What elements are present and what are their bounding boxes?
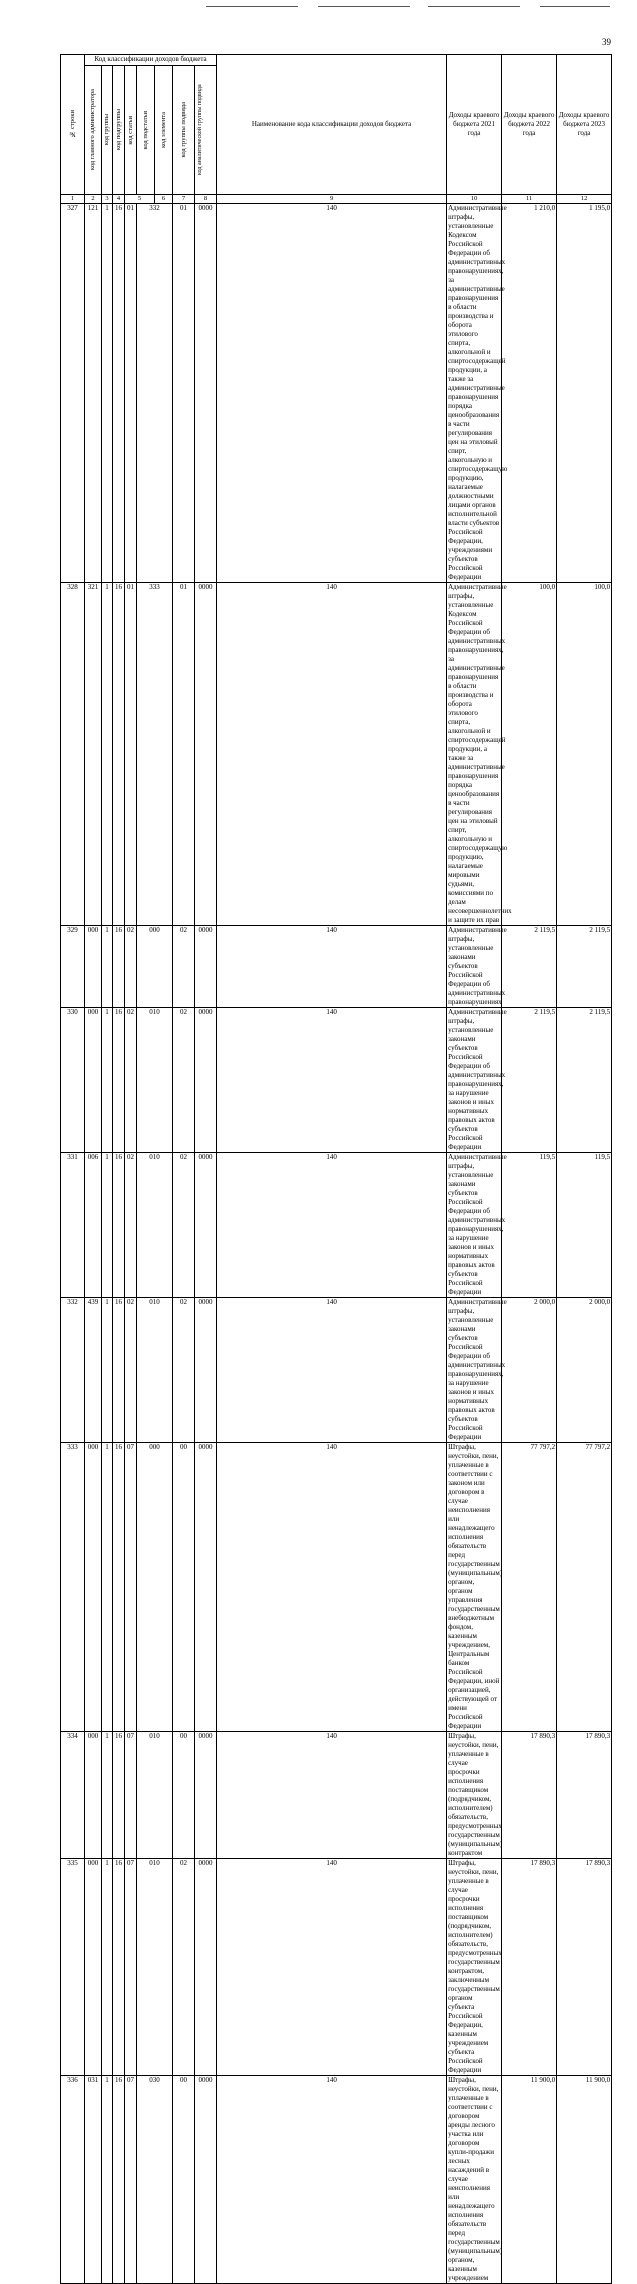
row-number-cell: 329: [61, 926, 85, 1008]
name-cell: Административные штрафы, установленные законами субъектов Российской Федерации об административных правонарушениях, за нарушение законов и иных нормативных правовых актов субъектов Российской Федерации: [448, 1153, 507, 1296]
table-row: [61, 204, 612, 583]
element-code-cell: 00: [173, 2076, 195, 2284]
sum-2022-cell: 100,0: [557, 583, 612, 926]
subarticle-code-cell: 010: [137, 1859, 173, 2076]
row-number-cell: 333: [61, 1443, 85, 1732]
element-code-cell: 02: [173, 926, 195, 1008]
subtype-group-code-cell: 0000: [195, 1008, 217, 1153]
col-number: 4: [113, 195, 125, 204]
subgroup-code-cell: 16: [113, 1153, 125, 1298]
subtype-group-code-cell: 0000: [195, 1153, 217, 1298]
name-cell: Штрафы, неустойки, пени, уплаченные в случае просрочки исполнения поставщиком (подрядчиком, исполнителем) обязательств, предусмотренных государственным контрактом, заключенным государственным органом субъекта Российской Федерации, казенным учреждением субъекта Российской Федерации: [448, 1859, 502, 2074]
sum-2021-cell: 11 900,0: [502, 2076, 557, 2284]
name-cell: Административные штрафы, установленные законами субъектов Российской Федерации об административных правонарушениях: [448, 926, 507, 1006]
group-code-cell: 1: [102, 2076, 113, 2284]
article-code-cell: 07: [125, 2076, 137, 2284]
subarticle-code-cell: 010: [137, 1153, 173, 1298]
sum-2021-cell: 77 797,2: [502, 1443, 557, 1732]
top-rule: [206, 6, 298, 7]
subgroup-code-cell: 16: [113, 204, 125, 583]
admin-code-cell: 000: [85, 926, 102, 1008]
table-row: [61, 1153, 612, 1298]
analytic-code-cell: 140: [217, 926, 447, 1008]
group-code-cell: 1: [102, 583, 113, 926]
analytic-code-cell: 140: [217, 1298, 447, 1443]
header-code-group: Код классификации доходов бюджета: [85, 55, 217, 66]
subgroup-code-cell: 16: [113, 2076, 125, 2284]
sum-2021-cell: 17 890,3: [502, 1732, 557, 1859]
col-number: 5: [125, 195, 155, 204]
subgroup-code-cell: 16: [113, 1859, 125, 2076]
header-code-subgroup: код подгруппы: [113, 66, 125, 195]
subarticle-code-cell: 000: [137, 1443, 173, 1732]
sum-2022-cell: 2 119,5: [557, 926, 612, 1008]
header-code-group: код группы: [102, 66, 113, 195]
article-code-cell: 07: [125, 1732, 137, 1859]
header-code-analytic-group: код аналитической группы подвида: [195, 66, 217, 195]
sum-2021-cell: 2 119,5: [502, 926, 557, 1008]
header-sum-2022: Доходы краевого бюджета 2022 года: [502, 55, 557, 195]
col-number: 12: [557, 195, 612, 204]
subgroup-code-cell: 16: [113, 926, 125, 1008]
sum-2022-cell: 2 000,0: [557, 1298, 612, 1443]
subarticle-code-cell: 030: [137, 2076, 173, 2284]
header-code-subtype-group: код группы подвида: [173, 66, 195, 195]
group-code-cell: 1: [102, 1859, 113, 2076]
sum-2021-cell: 2 000,0: [502, 1298, 557, 1443]
row-number-cell: 328: [61, 583, 85, 926]
header-sum-2023: Доходы краевого бюджета 2023 года: [557, 55, 612, 195]
col-number: 10: [447, 195, 502, 204]
element-code-cell: 01: [173, 204, 195, 583]
header-name: Наименование кода классификации доходов бюджета: [217, 55, 447, 195]
subtype-group-code-cell: 0000: [195, 1443, 217, 1732]
article-code-cell: 02: [125, 926, 137, 1008]
analytic-code-cell: 140: [217, 2076, 447, 2284]
row-number-cell: 335: [61, 1859, 85, 2076]
col-number: 1: [61, 195, 85, 204]
row-number-cell: 330: [61, 1008, 85, 1153]
article-code-cell: 02: [125, 1008, 137, 1153]
analytic-code-cell: 140: [217, 583, 447, 926]
group-code-cell: 1: [102, 1008, 113, 1153]
element-code-cell: 02: [173, 1298, 195, 1443]
analytic-code-cell: 140: [217, 1859, 447, 2076]
col-number: 7: [173, 195, 195, 204]
subarticle-code-cell: 333: [137, 583, 173, 926]
group-code-cell: 1: [102, 1443, 113, 1732]
revenue-classification-table: [60, 54, 612, 2284]
subtype-group-code-cell: 0000: [195, 583, 217, 926]
row-number-cell: 331: [61, 1153, 85, 1298]
admin-code-cell: 000: [85, 1732, 102, 1859]
name-cell: Административные штрафы, установленные законами субъектов Российской Федерации об административных правонарушениях, за нарушение законов и иных нормативных правовых актов субъектов Российской Федерации: [448, 1298, 507, 1441]
subgroup-code-cell: 16: [113, 1008, 125, 1153]
subtype-group-code-cell: 0000: [195, 1859, 217, 2076]
name-cell: Административные штрафы, установленные законами субъектов Российской Федерации об административных правонарушениях, за нарушение законов и иных нормативных правовых актов субъектов Российской Федерации: [448, 1008, 507, 1151]
col-number: 11: [502, 195, 557, 204]
admin-code-cell: 006: [85, 1153, 102, 1298]
analytic-code-cell: 140: [217, 1008, 447, 1153]
sum-2022-cell: 17 890,3: [557, 1732, 612, 1859]
analytic-code-cell: 140: [217, 204, 447, 583]
name-cell: Штрафы, неустойки, пени, уплаченные в соответствии с договором аренды лесного участка или договором купли-продажи лесных насаждений в случае неисполнения или ненадлежащего исполнения обязательств перед государственным (муниципальным) органом, казенным учреждением: [448, 2076, 503, 2282]
sum-2022-cell: 77 797,2: [557, 1443, 612, 1732]
table-row: [61, 583, 612, 926]
sum-2022-cell: 11 900,0: [557, 2076, 612, 2284]
sum-2022-cell: 119,5: [557, 1153, 612, 1298]
group-code-cell: 1: [102, 204, 113, 583]
element-code-cell: 02: [173, 1008, 195, 1153]
table-row: [61, 926, 612, 1008]
article-code-cell: 01: [125, 583, 137, 926]
element-code-cell: 00: [173, 1732, 195, 1859]
sum-2021-cell: 1 210,0: [502, 204, 557, 583]
subtype-group-code-cell: 0000: [195, 1298, 217, 1443]
element-code-cell: 02: [173, 1859, 195, 2076]
element-code-cell: 00: [173, 1443, 195, 1732]
element-code-cell: 01: [173, 583, 195, 926]
subtype-group-code-cell: 0000: [195, 204, 217, 583]
admin-code-cell: 000: [85, 1443, 102, 1732]
sum-2021-cell: 119,5: [502, 1153, 557, 1298]
name-cell: Административные штрафы, установленные Кодексом Российской Федерации об административных правонарушениях, за административные правонарушения в области производства и оборота этилового спирта, алкогольной и спиртосодержащей продукции, а также за административные правонарушения порядка ценообразования в части регулирования цен на этиловый спирт, алкогольную и спиртосодержащую продукцию, налагаемые мировыми судьями, комиссиями по делам несовершеннолетних и защите их прав: [448, 583, 512, 924]
col-number: 6: [155, 195, 173, 204]
subtype-group-code-cell: 0000: [195, 2076, 217, 2284]
table-row: [61, 1859, 612, 2076]
row-number-cell: 332: [61, 1298, 85, 1443]
top-rule: [428, 6, 520, 7]
sum-2021-cell: 17 890,3: [502, 1859, 557, 2076]
analytic-code-cell: 140: [217, 1732, 447, 1859]
admin-code-cell: 000: [85, 1859, 102, 2076]
col-number: 2: [85, 195, 102, 204]
admin-code-cell: 121: [85, 204, 102, 583]
article-code-cell: 07: [125, 1443, 137, 1732]
row-number-cell: 336: [61, 2076, 85, 2284]
group-code-cell: 1: [102, 1153, 113, 1298]
subarticle-code-cell: 010: [137, 1298, 173, 1443]
analytic-code-cell: 140: [217, 1153, 447, 1298]
header-sum-2021: Доходы краевого бюджета 2021 года: [447, 55, 502, 195]
sum-2022-cell: 1 195,0: [557, 204, 612, 583]
col-number: 3: [102, 195, 113, 204]
top-rule: [318, 6, 410, 7]
subarticle-code-cell: 332: [137, 204, 173, 583]
table-row: [61, 1443, 612, 1732]
article-code-cell: 02: [125, 1153, 137, 1298]
header-code-subarticle: код подстатьи: [137, 66, 155, 195]
subtype-group-code-cell: 0000: [195, 926, 217, 1008]
name-cell: Административные штрафы, установленные Кодексом Российской Федерации об административных правонарушениях, за административные правонарушения в области производства и оборота этилового спирта, алкогольной и спиртосодержащей продукции, а также за административные правонарушения порядка ценообразования в части регулирования цен на этиловый спирт, алкогольную и спиртосодержащую продукцию, налагаемые должностными лицами органов исполнительной власти субъектов Российской Федерации, учреждениями субъектов Российской Федерации: [448, 204, 508, 581]
subarticle-code-cell: 010: [137, 1732, 173, 1859]
analytic-code-cell: 140: [217, 1443, 447, 1732]
subgroup-code-cell: 16: [113, 1298, 125, 1443]
sum-2021-cell: 2 119,5: [502, 1008, 557, 1153]
page-number: 39: [602, 37, 611, 47]
top-rule: [540, 6, 610, 7]
group-code-cell: 1: [102, 926, 113, 1008]
subarticle-code-cell: 010: [137, 1008, 173, 1153]
article-code-cell: 01: [125, 204, 137, 583]
group-code-cell: 1: [102, 1298, 113, 1443]
admin-code-cell: 000: [85, 1008, 102, 1153]
subgroup-code-cell: 16: [113, 1443, 125, 1732]
col-number: 9: [217, 195, 447, 204]
table-row: [61, 1732, 612, 1859]
subgroup-code-cell: 16: [113, 583, 125, 926]
row-number-cell: 327: [61, 204, 85, 583]
subarticle-code-cell: 000: [137, 926, 173, 1008]
article-code-cell: 02: [125, 1298, 137, 1443]
header-row-no: № строки: [61, 55, 85, 195]
article-code-cell: 07: [125, 1859, 137, 2076]
subgroup-code-cell: 16: [113, 1732, 125, 1859]
header-code-article: код статьи: [125, 66, 137, 195]
group-code-cell: 1: [102, 1732, 113, 1859]
table-row: [61, 1298, 612, 1443]
subtype-group-code-cell: 0000: [195, 1732, 217, 1859]
col-number: 8: [195, 195, 217, 204]
admin-code-cell: 439: [85, 1298, 102, 1443]
admin-code-cell: 321: [85, 583, 102, 926]
element-code-cell: 02: [173, 1153, 195, 1298]
header-code-element: код элемента: [155, 66, 173, 195]
header-code-admin: код главного администратора: [85, 66, 102, 195]
sum-2022-cell: 17 890,3: [557, 1859, 612, 2076]
sum-2021-cell: 100,0: [502, 583, 557, 926]
table-row: [61, 2076, 612, 2284]
sum-2022-cell: 2 119,5: [557, 1008, 612, 1153]
row-number-cell: 334: [61, 1732, 85, 1859]
table-row: [61, 1008, 612, 1153]
name-cell: Штрафы, неустойки, пени, уплаченные в случае просрочки исполнения поставщиком (подрядчиком, исполнителем) обязательств, предусмотренных государственным (муниципальным) контрактом: [448, 1732, 503, 1857]
name-cell: Штрафы, неустойки, пени, уплаченные в соответствии с законом или договором в случае неисполнения или ненадлежащего исполнения обязательств перед государственным (муниципальным) органом, органом управления государственным внебюджетным фондом, казенным учреждением, Центральным банком Российской Федерации, иной организацией, действующей от имени Российской Федерации: [448, 1443, 503, 1730]
admin-code-cell: 031: [85, 2076, 102, 2284]
